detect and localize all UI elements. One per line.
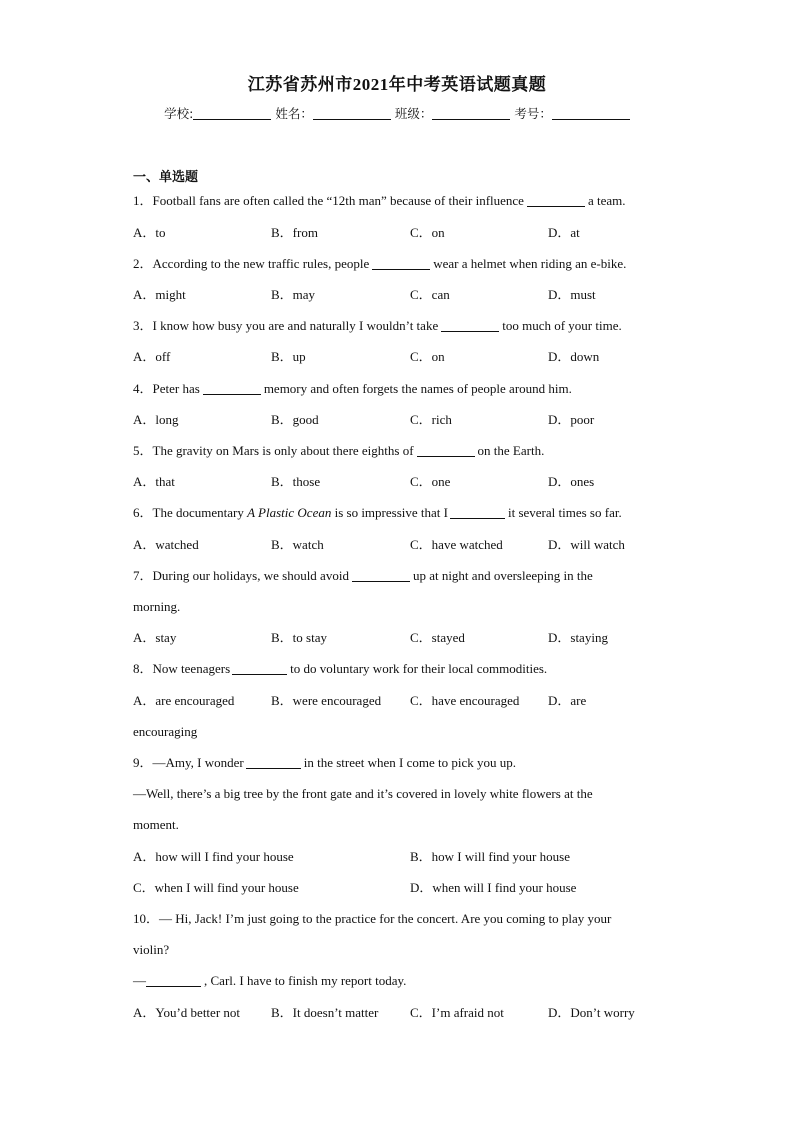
answer-blank[interactable] — [246, 756, 301, 769]
option-c[interactable]: C．when I will find your house — [133, 880, 299, 895]
question-2 — [133, 256, 626, 272]
question-text-mid: is so impressive that I — [334, 505, 448, 520]
class-label: 班级： — [394, 106, 433, 121]
option-b[interactable]: B．were encouraged — [271, 693, 382, 708]
option-c[interactable]: C．I’m afraid not — [410, 1005, 504, 1020]
exam-no-blank[interactable] — [552, 107, 630, 120]
question-text: During our holidays, we should avoid — [152, 568, 349, 583]
option-c[interactable]: C．stayed — [410, 630, 465, 645]
option-c[interactable]: C．rich — [410, 412, 452, 427]
question-text-end: wear a helmet when riding an e-bike. — [433, 256, 627, 271]
question-number: 3． — [133, 318, 153, 333]
question-9-continued: moment. — [133, 817, 179, 832]
option-a[interactable]: A．that — [133, 474, 175, 489]
question-number: 8． — [133, 661, 153, 676]
question-3 — [133, 318, 622, 334]
answer-blank[interactable] — [441, 319, 499, 332]
option-b[interactable]: B．watch — [271, 537, 324, 552]
option-d[interactable]: D．Don’t worry — [548, 1005, 635, 1020]
option-d[interactable]: D．staying — [548, 630, 608, 645]
question-number: 9． — [133, 755, 153, 770]
option-c[interactable]: C．have encouraged — [410, 693, 520, 708]
option-c[interactable]: C．have watched — [410, 537, 503, 552]
question-number: 10． — [133, 911, 160, 926]
option-d[interactable]: D．must — [548, 287, 596, 302]
option-a[interactable]: A．stay — [133, 630, 177, 645]
question-text-end: a team. — [587, 193, 626, 208]
question-text: The documentary — [152, 505, 244, 520]
school-blank[interactable] — [193, 107, 271, 120]
exam-no-label: 考号： — [514, 106, 552, 121]
question-number: 5． — [133, 443, 153, 458]
answer-blank[interactable] — [450, 506, 505, 519]
question-6 — [133, 505, 622, 521]
question-text: Now teenagers — [152, 661, 231, 676]
question-number: 2． — [133, 256, 153, 271]
question-text-end: to do voluntary work for their local commodities. — [290, 661, 548, 676]
option-b[interactable]: B．It doesn’t matter — [271, 1005, 379, 1020]
name-blank[interactable] — [313, 107, 391, 120]
question-10-continued: violin? — [133, 942, 170, 957]
option-a[interactable]: A．You’d better not — [133, 1005, 241, 1020]
option-b[interactable]: B．from — [271, 225, 318, 240]
question-1 — [133, 193, 626, 209]
answer-blank[interactable] — [146, 974, 201, 987]
question-text: Peter has — [152, 381, 200, 396]
question-10-line-2 — [133, 973, 406, 989]
answer-blank[interactable] — [232, 662, 287, 675]
question-text-end: in the street when I come to pick you up. — [303, 755, 517, 770]
section-heading: 一、单选题 — [133, 170, 199, 185]
question-text: —Amy, I wonder — [152, 755, 244, 770]
option-b[interactable]: B．those — [271, 474, 321, 489]
answer-blank[interactable] — [527, 194, 585, 207]
school-label: 学校: — [164, 106, 194, 121]
option-d[interactable]: D．are — [548, 693, 587, 708]
documentary-title: A Plastic Ocean — [247, 505, 332, 520]
option-b[interactable]: B．to stay — [271, 630, 327, 645]
option-a[interactable]: A．how will I find your house — [133, 849, 294, 864]
question-7-continued: morning. — [133, 599, 181, 614]
question-text: According to the new traffic rules, people — [152, 256, 370, 271]
question-text-end: too much of your time. — [502, 318, 622, 333]
option-d[interactable]: D．down — [548, 349, 600, 364]
option-a[interactable]: A．watched — [133, 537, 199, 552]
answer-blank[interactable] — [417, 444, 475, 457]
student-info-line — [0, 104, 794, 122]
question-number: 1． — [133, 193, 153, 208]
question-number: 7． — [133, 568, 153, 583]
option-a[interactable]: A．are encouraged — [133, 693, 235, 708]
question-10 — [133, 911, 611, 927]
question-text-end: , Carl. I have to finish my report today. — [204, 973, 407, 988]
option-c[interactable]: C．can — [410, 287, 450, 302]
option-c[interactable]: C．on — [410, 349, 445, 364]
question-text: — Hi, Jack! I’m just going to the practice for the concert. Are you coming to play your — [159, 911, 612, 926]
option-c[interactable]: C．one — [410, 474, 451, 489]
question-8 — [133, 661, 547, 677]
option-d[interactable]: D．when will I find your house — [410, 880, 577, 895]
question-text: The gravity on Mars is only about there eighths of — [152, 443, 414, 458]
question-text-end: up at night and oversleeping in the — [412, 568, 593, 583]
question-7 — [133, 568, 593, 584]
option-b[interactable]: B．good — [271, 412, 319, 427]
page-title: 江苏省苏州市2021年中考英语试题真题 — [247, 75, 547, 94]
option-c[interactable]: C．on — [410, 225, 445, 240]
option-a[interactable]: A．long — [133, 412, 179, 427]
dash: — — [133, 973, 146, 988]
class-blank[interactable] — [432, 107, 510, 120]
question-5 — [133, 443, 544, 459]
question-text: Football fans are often called the “12th man” because of their influence — [152, 193, 524, 208]
option-a[interactable]: A．off — [133, 349, 171, 364]
answer-blank[interactable] — [352, 569, 410, 582]
option-d[interactable]: D．at — [548, 225, 580, 240]
question-text-end: it several times so far. — [507, 505, 622, 520]
answer-blank[interactable] — [203, 382, 261, 395]
option-b[interactable]: B．how I will find your house — [410, 849, 570, 864]
question-9-line-2: —Well, there’s a big tree by the front gate and it’s covered in lovely white flowers at the — [133, 786, 593, 801]
question-text: I know how busy you are and naturally I wouldn’t take — [152, 318, 439, 333]
option-a[interactable]: A．to — [133, 225, 166, 240]
question-9 — [133, 755, 516, 771]
question-number: 6． — [133, 505, 153, 520]
name-label: 姓名： — [275, 106, 313, 121]
question-text-end: memory and often forgets the names of people around him. — [263, 381, 572, 396]
question-number: 4． — [133, 381, 153, 396]
answer-blank[interactable] — [372, 257, 430, 270]
option-d-continued[interactable]: encouraging — [133, 724, 198, 739]
option-d[interactable]: D．ones — [548, 474, 595, 489]
question-4 — [133, 381, 572, 397]
option-d[interactable]: D．poor — [548, 412, 595, 427]
option-b[interactable]: B．may — [271, 287, 316, 302]
question-text-end: on the Earth. — [477, 443, 545, 458]
option-a[interactable]: A．might — [133, 287, 186, 302]
option-d[interactable]: D．will watch — [548, 537, 625, 552]
option-b[interactable]: B．up — [271, 349, 306, 364]
